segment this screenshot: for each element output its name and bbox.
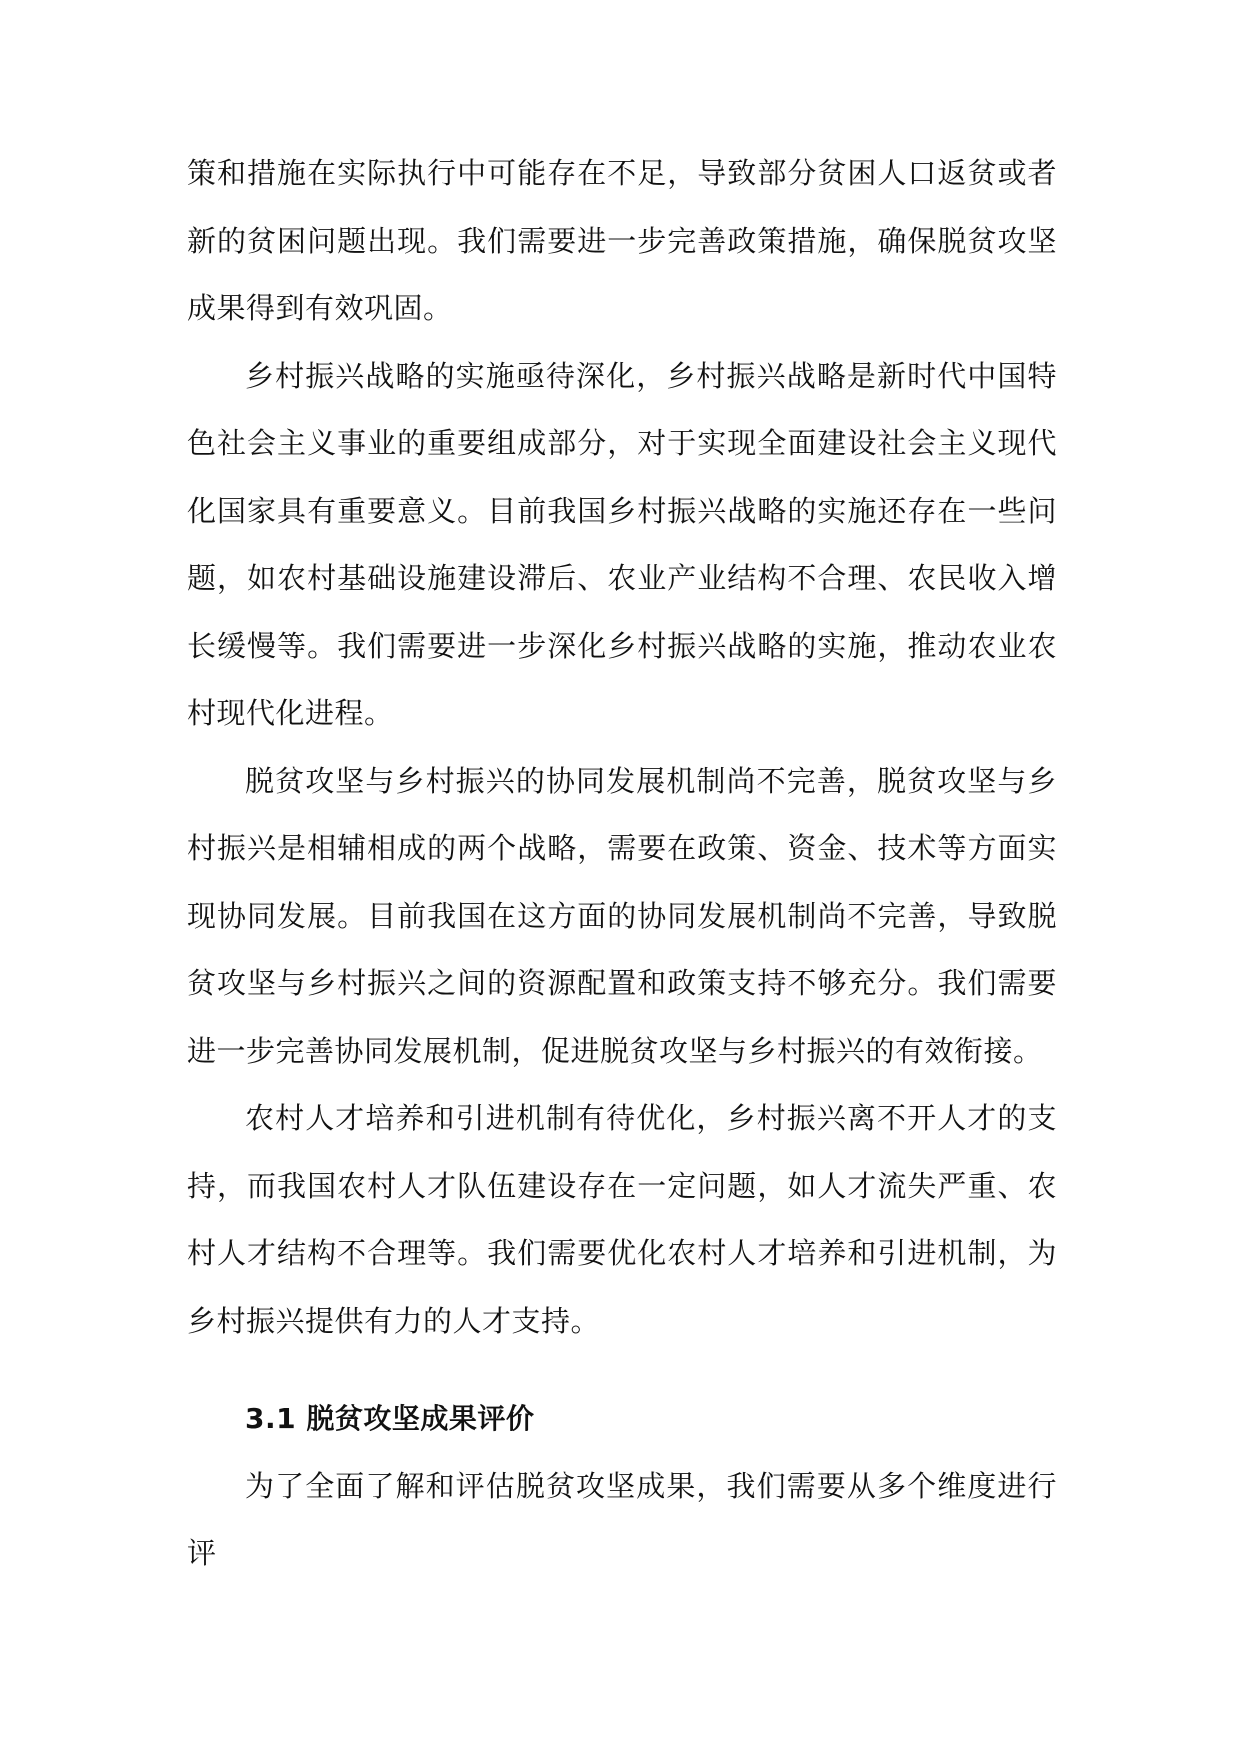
- paragraph-section-intro: 为了全面了解和评估脱贫攻坚成果，我们需要从多个维度进行评: [187, 1468, 1057, 1570]
- paragraph-talent-mechanism: 农村人才培养和引进机制有待优化，乡村振兴离不开人才的支持，而我国农村人才队伍建设存在一定问题，如人才流失严重、农村人才结构不合理等。我们需要优化农村人才培养和引进机制，为乡村振兴提供有力的人才支持。: [187, 1101, 1057, 1338]
- paragraph-continuation: 策和措施在实际执行中可能存在不足，导致部分贫困人口返贫或者新的贫困问题出现。我们需要进一步完善政策措施，确保脱贫攻坚成果得到有效巩固。: [187, 156, 1057, 325]
- paragraph-rural-revitalization: 乡村振兴战略的实施亟待深化，乡村振兴战略是新时代中国特色社会主义事业的重要组成部分，对于实现全面建设社会主义现代化国家具有重要意义。目前我国乡村振兴战略的实施还存在一些问题，如农村基础设施建设滞后、农业产业结构不合理、农民收入增长缓慢等。我们需要进一步深化乡村振兴战略的实施，推动农业农村现代化进程。: [187, 358, 1057, 730]
- paragraph-coordination-mechanism: 脱贫攻坚与乡村振兴的协同发展机制尚不完善，脱贫攻坚与乡村振兴是相辅相成的两个战略，需要在政策、资金、技术等方面实现协同发展。目前我国在这方面的协同发展机制尚不完善，导致脱贫攻坚与乡村振兴之间的资源配置和政策支持不够充分。我们需要进一步完善协同发展机制，促进脱贫攻坚与乡村振兴的有效衔接。: [187, 763, 1057, 1068]
- section-heading: 3.1 脱贫攻坚成果评价: [245, 1402, 535, 1435]
- document-page: [187, 140, 1057, 1588]
